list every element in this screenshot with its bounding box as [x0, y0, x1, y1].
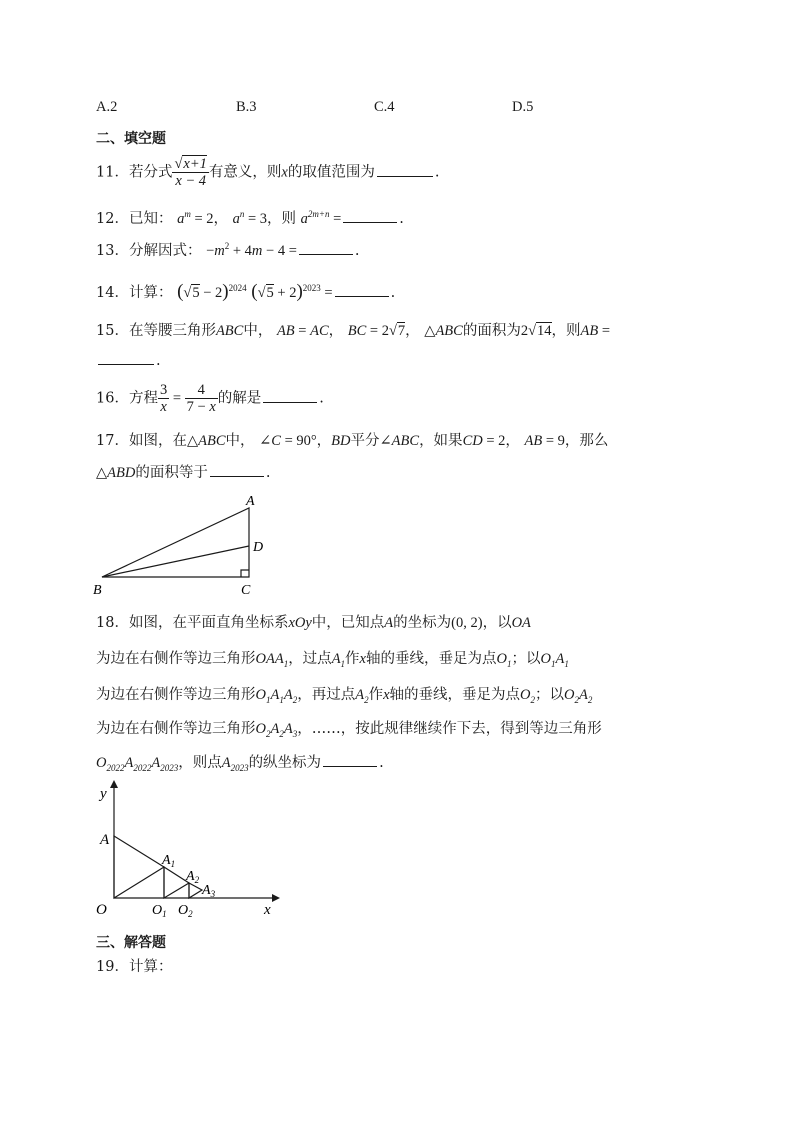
question-15-line2: .	[96, 354, 161, 369]
answer-blank	[323, 765, 377, 767]
question-13: 13．分解因式： $-m^2 + 4m - 4$ = .	[96, 241, 360, 259]
label-x: x	[264, 902, 271, 918]
label-d: D	[253, 540, 264, 555]
label-o2: $O_2$	[178, 903, 193, 919]
question-17-line2: △ABD的面积等于 .	[96, 465, 271, 481]
choice-a: A.2	[96, 99, 118, 115]
question-17: 17．如图，在△ABC中， ∠C = 90°，BD平分∠ABC，如果CD = 2， AB = 9，那么	[96, 433, 609, 449]
q16-fraction-left: $\frac{3}{x}$	[159, 382, 168, 415]
question-11: 11．若分式 $\frac{√x+1}{x - 4}$ 有意义，则x的取值范围为 .	[96, 156, 440, 189]
section-heading-fill-blank: 二、填空题	[96, 131, 166, 147]
q16-fraction-right: $\frac{4}{7 - x}$	[186, 382, 216, 415]
question-12: 12．已知： $a^m = 2$， $a^n = 3$，则 $a^{2m+n}$ = .	[96, 209, 404, 227]
label-o: O	[96, 902, 107, 918]
answer-blank	[377, 175, 433, 177]
answer-blank	[263, 401, 317, 403]
y-axis-arrow	[110, 780, 118, 788]
q11-text: 若分式	[128, 164, 173, 181]
answer-blank	[98, 363, 154, 365]
question-14: 14．计算： $(√5 - 2)^{2024}$ $(√5 + 2)^{2023}$ = .	[96, 281, 396, 302]
answer-blank	[299, 253, 353, 255]
label-c: C	[241, 583, 251, 598]
label-a1: $A_1$	[162, 853, 176, 869]
question-18-line5: $O_{2022}A_{2022}A_{2023}$，则点$A_{2023}$的纵坐标为 .	[96, 755, 384, 773]
label-a: A	[246, 494, 255, 509]
triangle-o2a2a3	[189, 883, 202, 898]
label-a2: $A_2$	[186, 869, 200, 885]
right-angle-mark	[241, 570, 249, 577]
answer-blank	[343, 221, 397, 223]
triangle-oaa1	[114, 836, 164, 898]
triangle-abc	[102, 508, 249, 577]
choice-c: C.4	[374, 99, 395, 115]
question-18: 18．如图，在平面直角坐标系xOy中，已知点A的坐标为(0, 2)，以OA	[96, 615, 531, 631]
label-b: B	[93, 583, 102, 598]
label-a: A	[100, 832, 110, 848]
label-o1: $O_1$	[152, 903, 167, 919]
answer-blank	[210, 475, 264, 477]
choice-d: D.5	[512, 99, 534, 115]
answer-blank	[335, 295, 389, 297]
question-19: 19．计算：	[96, 959, 173, 975]
coordinate-figure-q18	[92, 780, 292, 920]
segment-bd	[102, 546, 249, 577]
question-18-line2: 为边在右侧作等边三角形$OAA_1$，过点$A_1$作x轴的垂线，垂足为点$O_1$；以$O_1A_1$	[96, 651, 569, 669]
choice-b: B.3	[236, 99, 257, 115]
q11-number: 11．	[96, 164, 129, 181]
x-axis-arrow	[272, 894, 280, 902]
label-a3: $A_3$	[202, 883, 216, 899]
question-18-line4: 为边在右侧作等边三角形$O_2A_2A_3$，……，按此规律继续作下去，得到等边三角形	[96, 721, 602, 739]
section-heading-answer: 三、解答题	[96, 935, 166, 951]
label-y: y	[100, 786, 107, 802]
triangle-figure-q17	[90, 490, 280, 600]
question-16: 16．方程 $\frac{3}{x}$ = $\frac{4}{7 - x}$ 的解是 .	[96, 382, 324, 415]
question-15: 15．在等腰三角形ABC中， AB = AC， BC = 2√7， △ABC的面积为2√14，则AB =	[96, 323, 611, 339]
question-18-line3: 为边在右侧作等边三角形$O_1A_1A_2$，再过点$A_2$作x轴的垂线，垂足为点$O_2$；以$O_2A_2$	[96, 687, 593, 705]
q11-fraction: $\frac{√x+1}{x - 4}$	[174, 156, 207, 189]
